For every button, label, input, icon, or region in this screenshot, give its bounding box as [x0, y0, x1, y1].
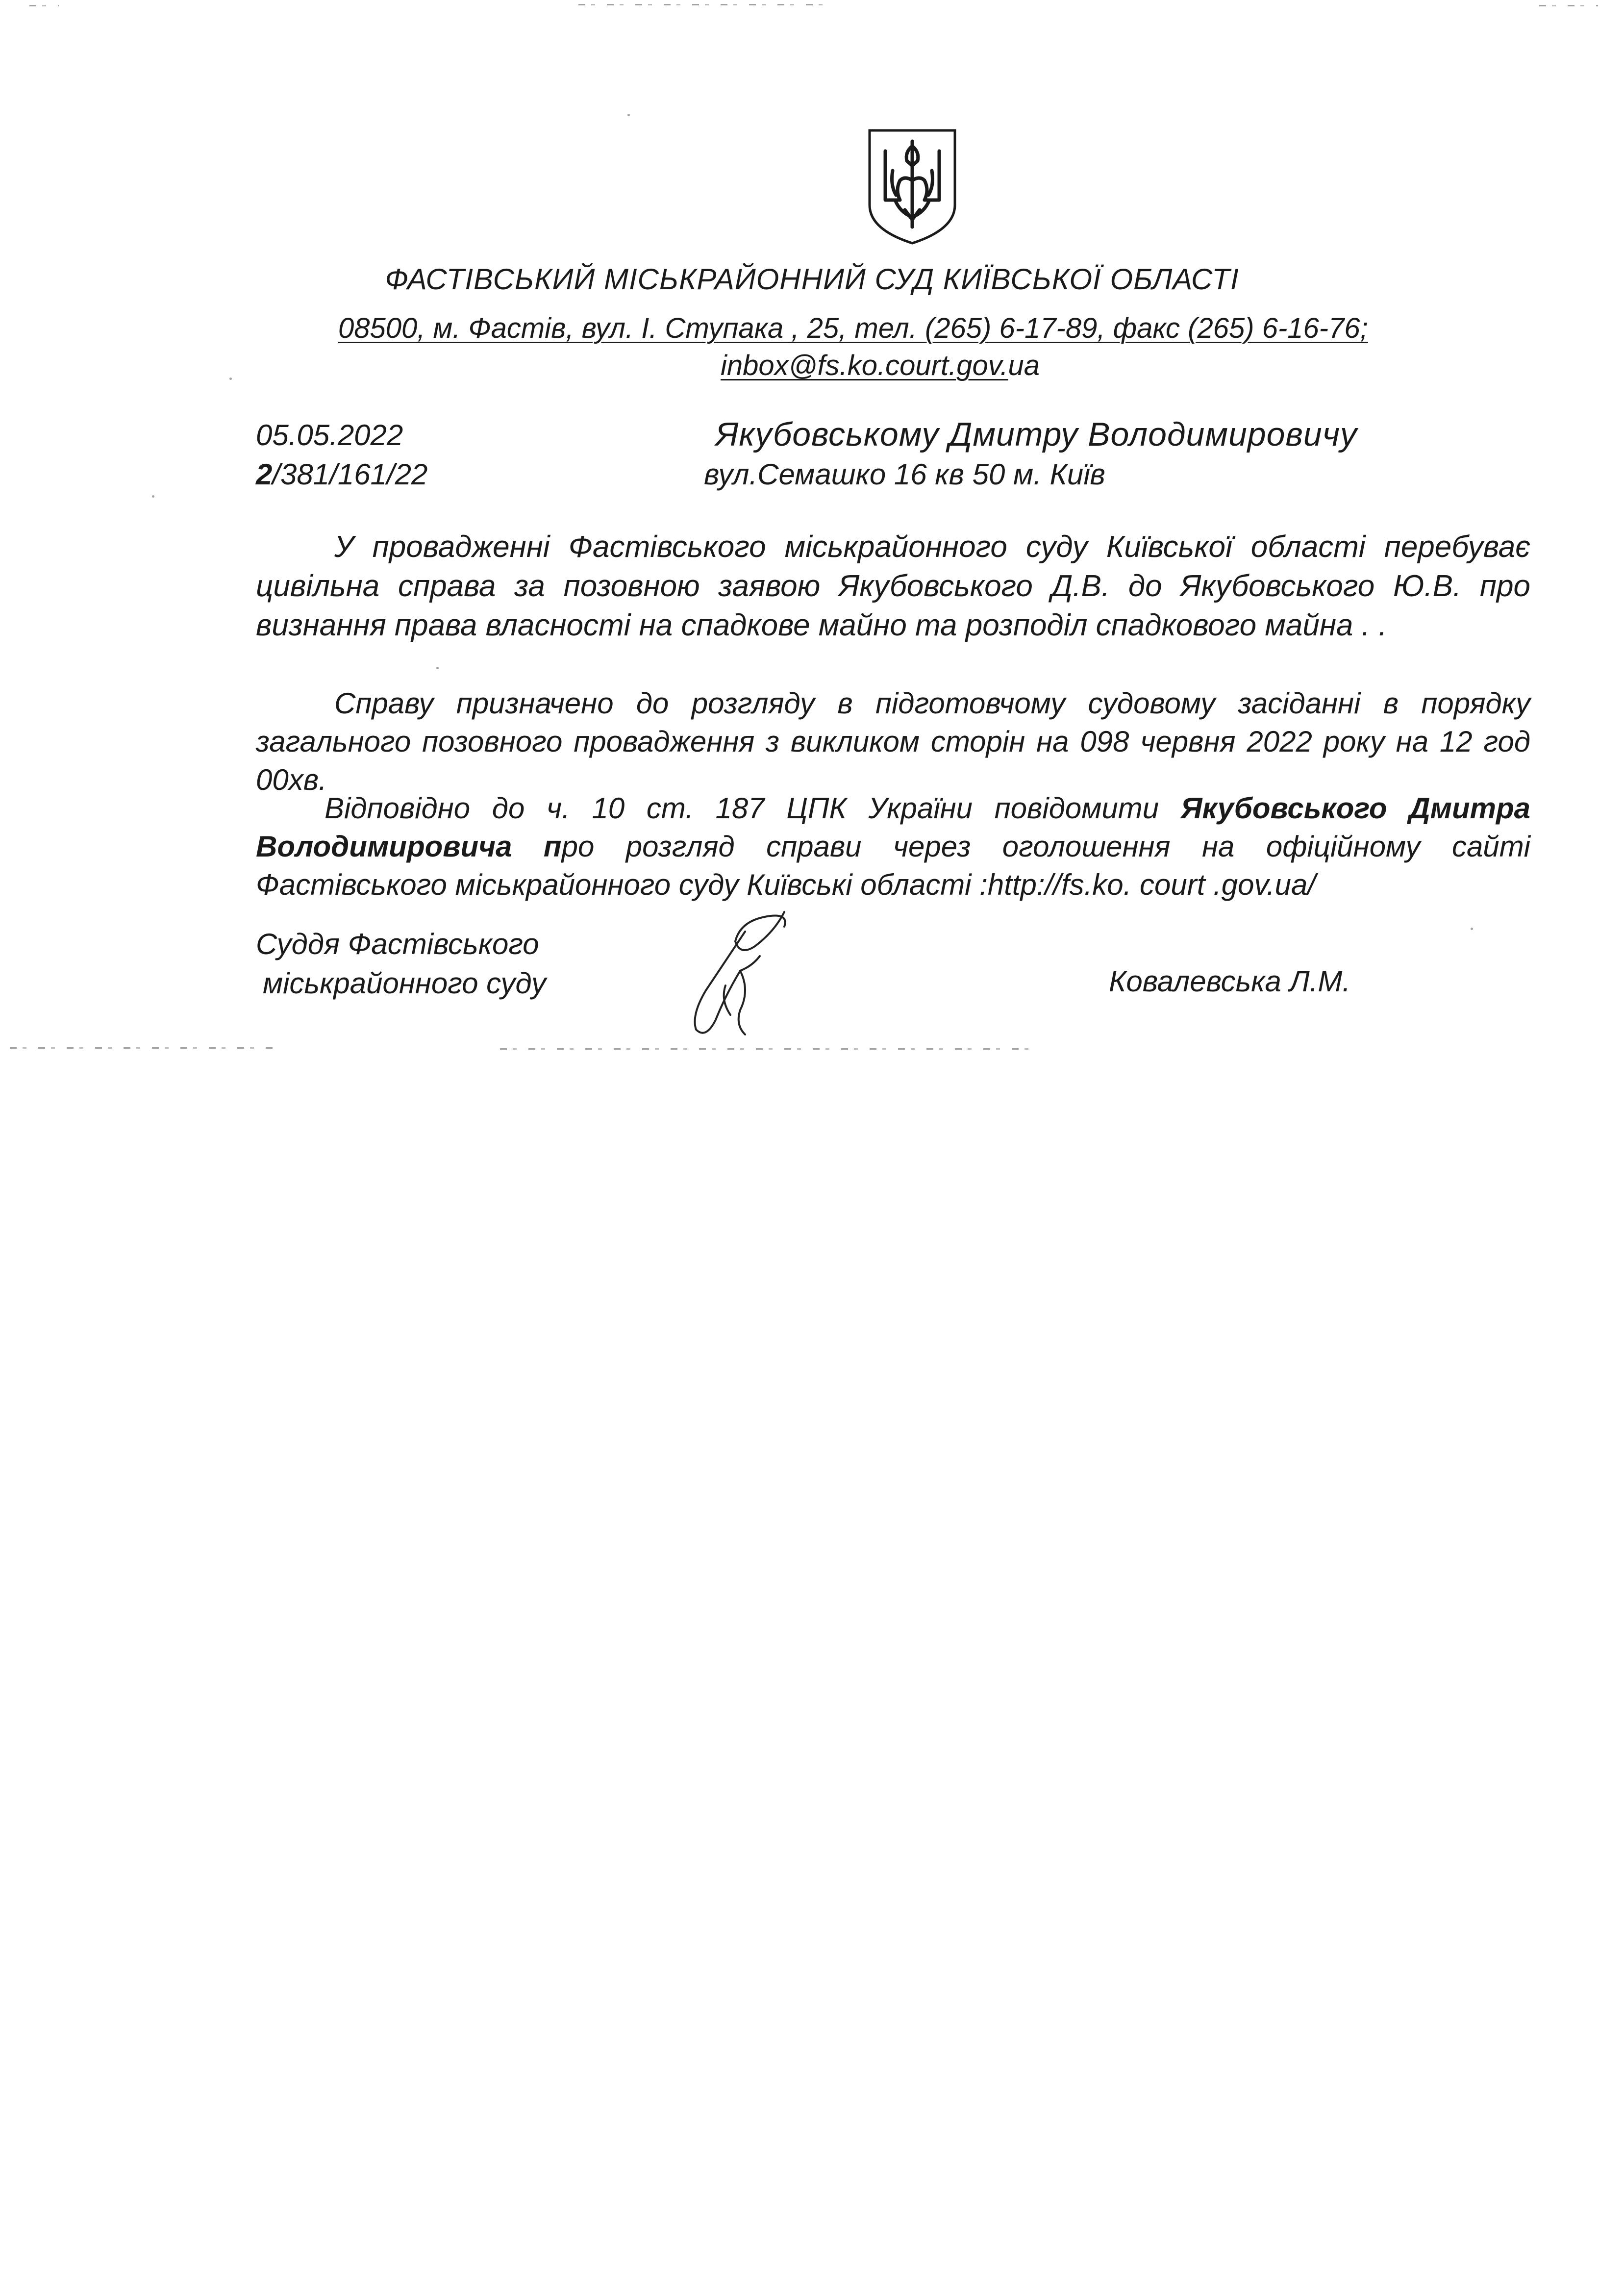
- paragraph-3-space: [512, 830, 543, 863]
- body-paragraph-3: [256, 789, 1530, 904]
- scan-speck: [436, 667, 439, 669]
- court-name-heading: ФАСТІВСЬКИЙ МІСЬКРАЙОННИЙ СУД КИЇВСЬКОЇ ОБЛАСТІ: [385, 263, 1239, 296]
- scan-speck: [152, 495, 154, 498]
- body-paragraph-1: У провадженні Фастівського міськрайонного суду Київської області перебуває цивільна справа за позовною заявою Якубовського Д.В. до Якубовського Ю.В. про визнання права власності на спадкове майно та розподіл спадкового майна . .: [256, 530, 1530, 642]
- paragraph-3-bold-name: Якубовського Дмитра Володимировича: [256, 792, 1530, 863]
- addressee-address: вул.Семашко 16 кв 50 м. Київ: [704, 458, 1105, 491]
- judge-title-line-1: Суддя Фастівського: [256, 928, 539, 960]
- outgoing-number-rest: /381/161/22: [272, 458, 428, 491]
- scan-artifact-top-right: [1539, 5, 1598, 6]
- paragraph-3-text-start: Відповідно до ч. 10 ст. 187 ЦПК України повідомити: [325, 792, 1181, 825]
- scan-speck: [1471, 928, 1473, 930]
- judge-name: Ковалевська Л.М.: [1109, 965, 1351, 998]
- paragraph-3-bold-letter: п: [543, 830, 562, 863]
- document-date: 05.05.2022: [256, 419, 403, 452]
- court-email-link[interactable]: inbox@fs.ko.court.gov.: [721, 350, 1008, 381]
- handwritten-signature: [667, 902, 814, 1049]
- scan-artifact-mid-left: [10, 1047, 275, 1049]
- court-email: [721, 346, 1040, 385]
- court-address: 08500, м. Фастів, вул. І. Ступака , 25, тел. (265) 6-17-89, факс (265) 6-16-76;: [338, 312, 1368, 344]
- court-email-suffix: ua: [1008, 350, 1040, 381]
- addressee-name: Якубовському Дмитру Володимировичу: [716, 416, 1357, 453]
- body-paragraph-2: Справу призначено до розгляду в підготовчому судовому засіданні в порядку загального позовного провадження з викликом сторін на 098 червня 2022 року на 12 год 00хв.: [256, 687, 1530, 796]
- outgoing-number: [256, 455, 427, 494]
- scan-speck: [627, 114, 630, 116]
- outgoing-number-prefix: 2: [256, 458, 273, 491]
- ukraine-trident-icon: [866, 126, 959, 246]
- paragraph-3-text-end: ро розгляд справи через оголошення на офіційному сайті Фастівського міськрайонного суду Київські області :http://fs.ko. court .gov.ua/: [256, 830, 1530, 901]
- scan-speck: [229, 378, 232, 380]
- scan-artifact-top: [578, 4, 833, 5]
- judge-title: [256, 925, 599, 1003]
- judge-title-line-2: міськрайонного суду: [263, 967, 546, 1000]
- scan-artifact-top-left: [29, 5, 59, 6]
